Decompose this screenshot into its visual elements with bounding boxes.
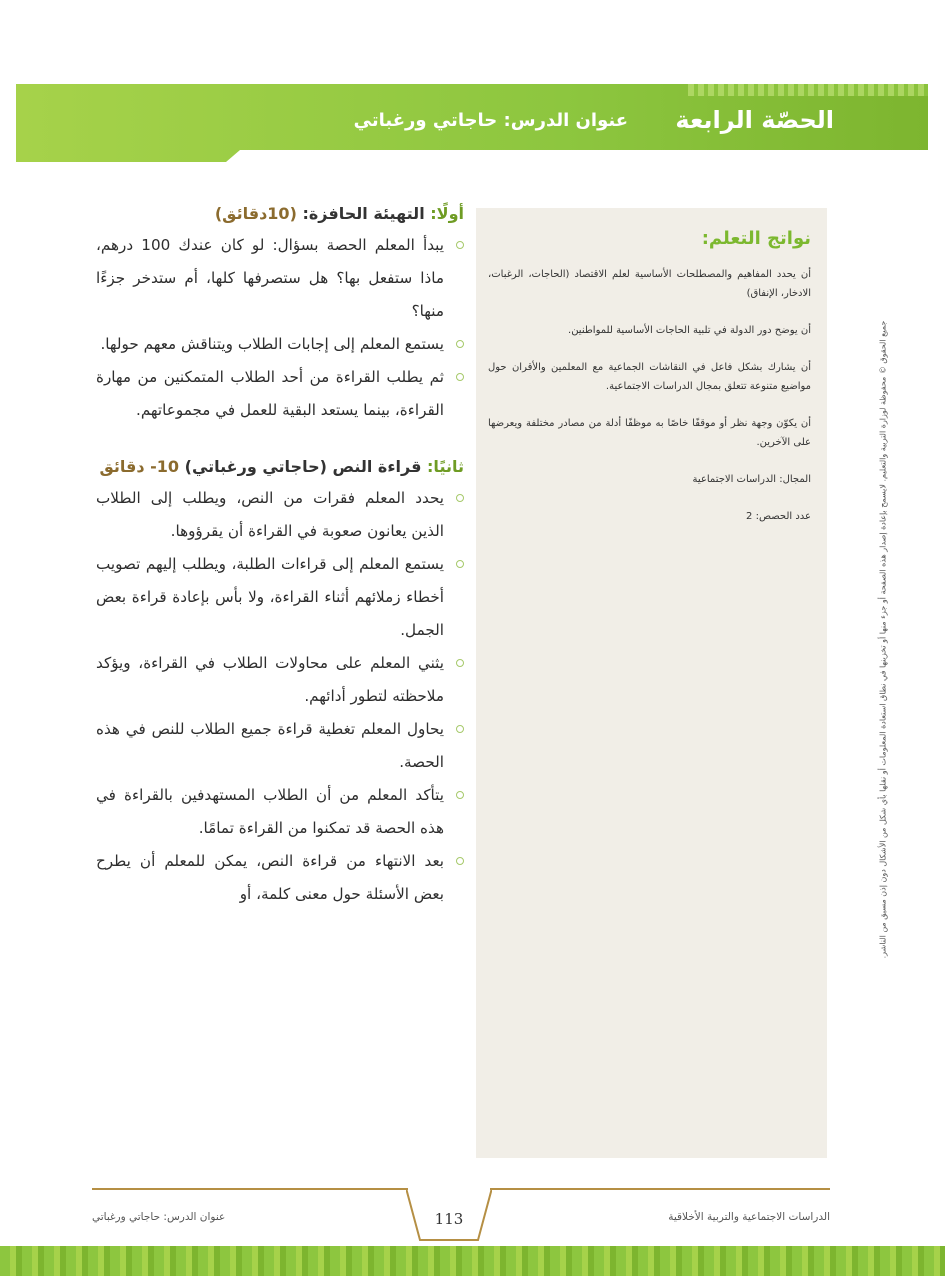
footer-book-title: الدراسات الاجتماعية والتربية الأخلاقية — [668, 1211, 830, 1223]
list-item — [96, 229, 464, 328]
bullet-icon — [456, 857, 464, 865]
bullet-icon — [456, 373, 464, 381]
list-item-text: يحدد المعلم فقرات من النص، ويطلب إلى الطلاب الذين يعانون صعوبة في القراءة أن يقرؤوها. — [96, 489, 444, 540]
section-number: ثانيًا: — [427, 457, 464, 476]
session-title: الحصّة الرابعة — [675, 106, 834, 134]
list-item-text: يستمع المعلم إلى قراءات الطلبة، ويطلب إليهم تصويب أخطاء زملائهم أثناء القراءة، ولا بأس بإعادة قراءة بعض الجمل. — [96, 555, 444, 639]
bullet-icon — [456, 791, 464, 799]
footer-lesson-title: عنوان الدرس: حاجاتي ورغباتي — [92, 1211, 226, 1223]
list-item-text: يتأكد المعلم من أن الطلاب المستهدفين بالقراءة في هذه الحصة قد تمكنوا من القراءة تمامًا. — [96, 786, 444, 837]
outcomes-session-count: عدد الحصص: 2 — [746, 511, 811, 522]
header-band — [16, 84, 928, 162]
section-title-text: قراءة النص (حاجاتي ورغباتي) — [179, 457, 428, 476]
list-item — [96, 328, 464, 361]
outcome-item: أن يشارك بشكل فاعل في النقاشات الجماعية مع المعلمين والأقران حول مواضيع متنوعة تتعلق بمجال الدراسات الاجتماعية. — [488, 362, 811, 392]
list-item — [96, 647, 464, 713]
reading-steps-list — [96, 482, 464, 911]
page-number: 113 — [434, 1210, 464, 1228]
list-item-text: يثني المعلم على محاولات الطلاب في القراءة، ويؤكد ملاحظته لتطور أدائهم. — [96, 654, 444, 705]
outcome-item: أن يوضح دور الدولة في تلبية الحاجات الأساسية للمواطنين. — [568, 325, 811, 336]
list-item — [96, 482, 464, 548]
section-heading-reading — [96, 457, 464, 476]
bullet-icon — [456, 560, 464, 568]
section-duration: 10- دقائق — [99, 457, 180, 476]
list-item — [96, 548, 464, 647]
outcome-item: أن يكوّن وجهة نظر أو موقفًا خاصًا به موظفًا أدلة من مصادر مختلفة ويعرضها على الآخرين. — [488, 418, 811, 448]
outcomes-title: نواتج التعلم: — [701, 228, 811, 249]
list-item-text: يستمع المعلم إلى إجابات الطلاب ويتناقش معهم حولها. — [100, 335, 444, 353]
bullet-icon — [456, 494, 464, 502]
copyright-text: جميع الحقوق © محفوظة لوزارة التربية والتعليم. لايسمح بإعادة إصدار هذه الصفحة أو جزء منها أو تخزينها في نطاق استعادة المعلومات أو نقلها بأي شكل من الأشكال دون إذن مسبق من الناشر. — [878, 320, 888, 959]
list-item — [96, 361, 464, 427]
outcomes-field: المجال: الدراسات الاجتماعية — [692, 474, 811, 485]
section-title-text: التهيئة الحافزة: — [296, 204, 431, 223]
list-item-text: ثم يطلب القراءة من أحد الطلاب المتمكنين من مهارة القراءة، بينما يستعد البقية للعمل في مجموعاتهم. — [96, 368, 444, 419]
list-item — [96, 779, 464, 845]
list-item-text: يبدأ المعلم الحصة بسؤال: لو كان عندك 100 درهم، ماذا ستفعل بها؟ هل ستصرفها كلها، أم ستدخر جزءًا منها؟ — [96, 236, 444, 320]
section-number: أولًا: — [430, 204, 464, 223]
footer-rule-right — [490, 1188, 830, 1190]
list-item — [96, 713, 464, 779]
header-stripes — [688, 84, 928, 96]
list-item-text: يحاول المعلم تغطية قراءة جميع الطلاب للنص في هذه الحصة. — [96, 720, 444, 771]
footer-rule-left — [92, 1188, 408, 1190]
lesson-title: عنوان الدرس: حاجاتي ورغباتي — [353, 110, 628, 131]
list-item — [96, 845, 464, 911]
bullet-icon — [456, 725, 464, 733]
section-duration: (10دقائق) — [214, 204, 297, 223]
outcome-item: أن يحدد المفاهيم والمصطلحات الأساسية لعلم الاقتصاد (الحاجات، الرغبات، الادخار، الإنفاق) — [488, 269, 811, 299]
bullet-icon — [456, 241, 464, 249]
section-heading-warmup — [96, 204, 464, 223]
list-item-text: بعد الانتهاء من قراءة النص، يمكن للمعلم أن يطرح بعض الأسئلة حول معنى كلمة، أو — [96, 852, 444, 903]
learning-outcomes-panel — [476, 208, 827, 1158]
bullet-icon — [456, 340, 464, 348]
copyright-side-note — [876, 292, 890, 992]
bottom-decorative-band — [0, 1246, 945, 1276]
procedures-column — [96, 204, 464, 911]
header-notch — [226, 150, 930, 162]
warmup-steps-list — [96, 229, 464, 427]
bullet-icon — [456, 659, 464, 667]
